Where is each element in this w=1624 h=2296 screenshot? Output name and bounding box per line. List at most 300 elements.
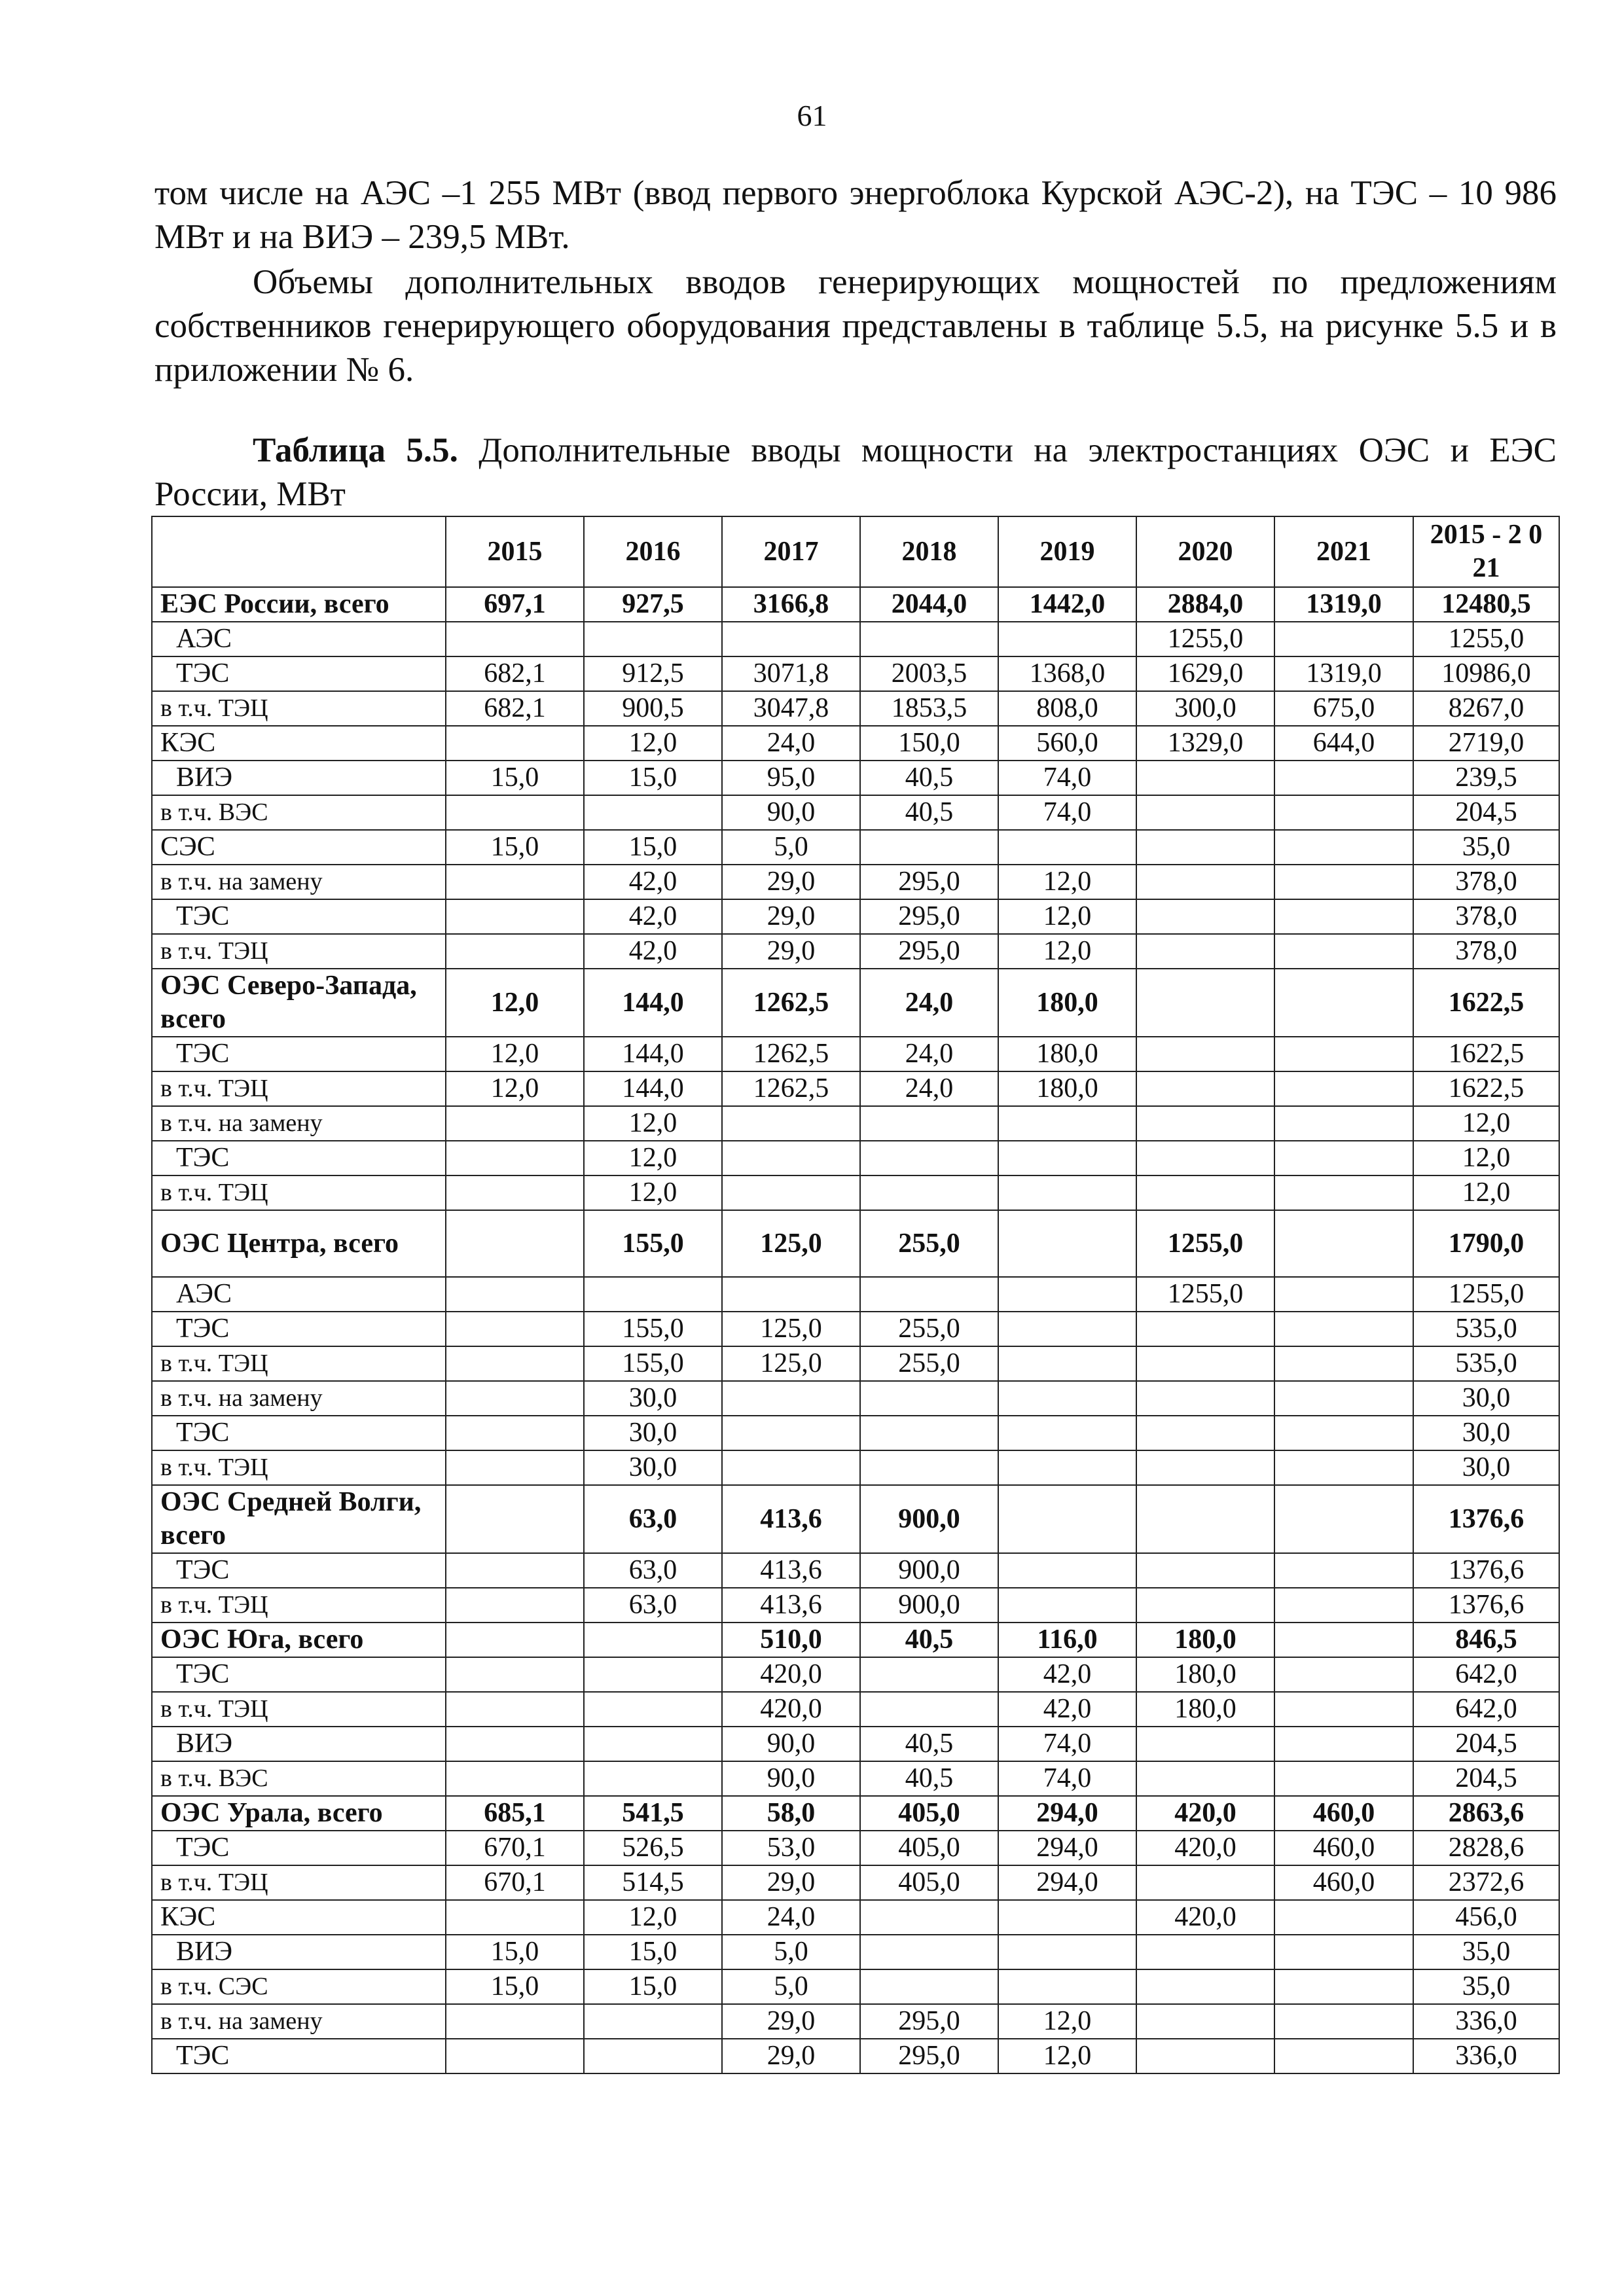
value-cell: 2044,0 <box>860 587 998 622</box>
value-cell <box>998 1175 1136 1210</box>
value-cell <box>446 1210 584 1277</box>
table-row <box>152 2004 1559 2039</box>
value-cell: 15,0 <box>584 1935 722 1969</box>
value-cell <box>998 1346 1136 1381</box>
table-row <box>152 1553 1559 1588</box>
row-label: в т.ч. ТЭЦ <box>152 1346 446 1381</box>
value-cell: 405,0 <box>860 1831 998 1865</box>
table-caption-label: Таблица 5.5. <box>253 431 458 469</box>
value-cell: 294,0 <box>998 1831 1136 1865</box>
value-cell <box>998 1450 1136 1485</box>
value-cell: 900,0 <box>860 1588 998 1623</box>
row-label: АЭС <box>152 1277 446 1312</box>
row-label: в т.ч. ТЭЦ <box>152 934 446 969</box>
value-cell: 12,0 <box>446 969 584 1037</box>
value-cell <box>998 622 1136 656</box>
header-cell-year: 2021 <box>1274 516 1413 587</box>
value-cell: 180,0 <box>1136 1623 1274 1657</box>
table-row <box>152 1831 1559 1865</box>
value-cell <box>1274 622 1413 656</box>
table-row <box>152 795 1559 830</box>
value-cell: 63,0 <box>584 1485 722 1553</box>
value-cell: 675,0 <box>1274 691 1413 726</box>
value-cell: 670,1 <box>446 1831 584 1865</box>
value-cell: 15,0 <box>584 761 722 795</box>
row-label: ТЭС <box>152 1416 446 1450</box>
value-cell <box>722 1141 860 1175</box>
row-label: ОЭС Центра, всего <box>152 1210 446 1277</box>
row-label: ТЭС <box>152 1037 446 1071</box>
value-cell: 3047,8 <box>722 691 860 726</box>
value-cell <box>860 1450 998 1485</box>
value-cell: 35,0 <box>1413 830 1559 865</box>
value-cell <box>584 2039 722 2073</box>
value-cell <box>1274 795 1413 830</box>
value-cell: 15,0 <box>446 830 584 865</box>
value-cell: 144,0 <box>584 1037 722 1071</box>
table-row <box>152 1106 1559 1141</box>
value-cell <box>446 865 584 899</box>
value-cell: 24,0 <box>722 1900 860 1935</box>
value-cell: 420,0 <box>1136 1831 1274 1865</box>
table-row <box>152 761 1559 795</box>
table-row <box>152 587 1559 622</box>
value-cell <box>446 1900 584 1935</box>
value-cell: 682,1 <box>446 691 584 726</box>
value-cell <box>1274 761 1413 795</box>
value-cell: 12,0 <box>998 899 1136 934</box>
table-row <box>152 969 1559 1037</box>
value-cell <box>1136 1106 1274 1141</box>
value-cell: 300,0 <box>1136 691 1274 726</box>
value-cell <box>446 1277 584 1312</box>
value-cell <box>722 1381 860 1416</box>
value-cell: 697,1 <box>446 587 584 622</box>
value-cell <box>1274 2039 1413 2073</box>
value-cell: 927,5 <box>584 587 722 622</box>
value-cell: 2003,5 <box>860 656 998 691</box>
value-cell: 24,0 <box>860 1071 998 1106</box>
value-cell: 460,0 <box>1274 1796 1413 1831</box>
value-cell <box>584 1761 722 1796</box>
value-cell <box>1274 1312 1413 1346</box>
value-cell: 42,0 <box>584 865 722 899</box>
row-label: ТЭС <box>152 1141 446 1175</box>
value-cell: 15,0 <box>446 761 584 795</box>
value-cell <box>1274 1623 1413 1657</box>
table-row <box>152 934 1559 969</box>
value-cell <box>998 830 1136 865</box>
value-cell <box>1274 1071 1413 1106</box>
row-label: в т.ч. ТЭЦ <box>152 691 446 726</box>
value-cell <box>1274 1277 1413 1312</box>
table-row <box>152 1381 1559 1416</box>
value-cell: 336,0 <box>1413 2039 1559 2073</box>
value-cell: 5,0 <box>722 1969 860 2004</box>
value-cell: 1319,0 <box>1274 587 1413 622</box>
value-cell: 510,0 <box>722 1623 860 1657</box>
value-cell <box>446 1588 584 1623</box>
table-row <box>152 1312 1559 1346</box>
value-cell <box>1274 1450 1413 1485</box>
value-cell <box>446 2004 584 2039</box>
value-cell: 294,0 <box>998 1796 1136 1831</box>
value-cell <box>1136 2004 1274 2039</box>
value-cell: 413,6 <box>722 1485 860 1553</box>
value-cell <box>998 1900 1136 1935</box>
value-cell: 204,5 <box>1413 1727 1559 1761</box>
value-cell: 12,0 <box>446 1071 584 1106</box>
value-cell: 405,0 <box>860 1796 998 1831</box>
value-cell <box>1136 899 1274 934</box>
value-cell: 1442,0 <box>998 587 1136 622</box>
value-cell: 40,5 <box>860 795 998 830</box>
row-label: ОЭС Северо-Запада, всего <box>152 969 446 1037</box>
value-cell <box>1274 1900 1413 1935</box>
row-label: в т.ч. на замену <box>152 2004 446 2039</box>
value-cell <box>1136 1346 1274 1381</box>
value-cell: 460,0 <box>1274 1865 1413 1900</box>
value-cell <box>860 1141 998 1175</box>
value-cell <box>860 1900 998 1935</box>
value-cell <box>1274 1761 1413 1796</box>
table-row <box>152 1346 1559 1381</box>
row-label: в т.ч. на замену <box>152 865 446 899</box>
value-cell: 1622,5 <box>1413 1037 1559 1071</box>
value-cell: 1255,0 <box>1136 1277 1274 1312</box>
value-cell <box>1136 795 1274 830</box>
table-row <box>152 1657 1559 1692</box>
value-cell: 2719,0 <box>1413 726 1559 761</box>
value-cell <box>446 1346 584 1381</box>
value-cell: 40,5 <box>860 1761 998 1796</box>
value-cell: 63,0 <box>584 1588 722 1623</box>
value-cell: 12,0 <box>1413 1175 1559 1210</box>
value-cell: 1376,6 <box>1413 1588 1559 1623</box>
value-cell <box>446 1106 584 1141</box>
value-cell <box>446 1623 584 1657</box>
table-row <box>152 1485 1559 1553</box>
value-cell: 12,0 <box>584 1106 722 1141</box>
value-cell: 29,0 <box>722 1865 860 1900</box>
value-cell: 155,0 <box>584 1346 722 1381</box>
value-cell <box>722 1175 860 1210</box>
value-cell: 15,0 <box>584 1969 722 2004</box>
value-cell: 1255,0 <box>1136 1210 1274 1277</box>
value-cell <box>998 1588 1136 1623</box>
value-cell: 2372,6 <box>1413 1865 1559 1900</box>
value-cell <box>998 1277 1136 1312</box>
value-cell: 420,0 <box>1136 1796 1274 1831</box>
value-cell: 1790,0 <box>1413 1210 1559 1277</box>
value-cell <box>1274 1657 1413 1692</box>
value-cell <box>998 1553 1136 1588</box>
value-cell: 15,0 <box>446 1969 584 2004</box>
value-cell: 116,0 <box>998 1623 1136 1657</box>
row-label: ОЭС Юга, всего <box>152 1623 446 1657</box>
row-label: ВИЭ <box>152 1935 446 1969</box>
value-cell <box>584 1623 722 1657</box>
row-label: СЭС <box>152 830 446 865</box>
value-cell: 295,0 <box>860 899 998 934</box>
value-cell: 180,0 <box>998 1071 1136 1106</box>
value-cell: 1853,5 <box>860 691 998 726</box>
header-cell-year: 2018 <box>860 516 998 587</box>
value-cell <box>1136 1175 1274 1210</box>
table-row <box>152 656 1559 691</box>
row-label: в т.ч. на замену <box>152 1381 446 1416</box>
value-cell: 541,5 <box>584 1796 722 1831</box>
value-cell: 90,0 <box>722 795 860 830</box>
table-row <box>152 1865 1559 1900</box>
table-row <box>152 1175 1559 1210</box>
table-row <box>152 1071 1559 1106</box>
value-cell: 3166,8 <box>722 587 860 622</box>
value-cell: 35,0 <box>1413 1935 1559 1969</box>
value-cell <box>446 1416 584 1450</box>
table-row <box>152 1692 1559 1727</box>
header-cell-year: 2016 <box>584 516 722 587</box>
value-cell: 535,0 <box>1413 1312 1559 1346</box>
row-label: КЭС <box>152 726 446 761</box>
value-cell: 12,0 <box>584 726 722 761</box>
table-row <box>152 1761 1559 1796</box>
value-cell: 74,0 <box>998 761 1136 795</box>
value-cell <box>1136 1141 1274 1175</box>
value-cell <box>1136 1761 1274 1796</box>
table-row <box>152 2039 1559 2073</box>
value-cell: 15,0 <box>584 830 722 865</box>
value-cell: 29,0 <box>722 934 860 969</box>
table-row <box>152 1796 1559 1831</box>
value-cell <box>1136 1727 1274 1761</box>
value-cell: 5,0 <box>722 1935 860 1969</box>
value-cell <box>1274 1141 1413 1175</box>
value-cell <box>1136 1312 1274 1346</box>
row-label: ТЭС <box>152 1657 446 1692</box>
value-cell <box>1274 1381 1413 1416</box>
value-cell <box>1274 899 1413 934</box>
value-cell: 12,0 <box>446 1037 584 1071</box>
value-cell <box>998 1106 1136 1141</box>
value-cell: 35,0 <box>1413 1969 1559 2004</box>
value-cell <box>584 1727 722 1761</box>
value-cell <box>446 1381 584 1416</box>
value-cell: 29,0 <box>722 899 860 934</box>
value-cell: 8267,0 <box>1413 691 1559 726</box>
value-cell: 682,1 <box>446 656 584 691</box>
value-cell: 1262,5 <box>722 969 860 1037</box>
value-cell: 180,0 <box>998 1037 1136 1071</box>
value-cell: 155,0 <box>584 1312 722 1346</box>
value-cell: 24,0 <box>860 1037 998 1071</box>
value-cell: 12,0 <box>998 934 1136 969</box>
value-cell <box>722 1277 860 1312</box>
value-cell: 74,0 <box>998 795 1136 830</box>
value-cell: 255,0 <box>860 1312 998 1346</box>
value-cell: 413,6 <box>722 1553 860 1588</box>
value-cell <box>446 1553 584 1588</box>
value-cell: 900,5 <box>584 691 722 726</box>
table-row <box>152 1141 1559 1175</box>
value-cell: 1622,5 <box>1413 1071 1559 1106</box>
row-label: в т.ч. СЭС <box>152 1969 446 2004</box>
value-cell: 40,5 <box>860 761 998 795</box>
value-cell <box>998 1210 1136 1277</box>
value-cell: 685,1 <box>446 1796 584 1831</box>
value-cell: 74,0 <box>998 1727 1136 1761</box>
value-cell: 12,0 <box>584 1141 722 1175</box>
table-body <box>152 587 1559 2073</box>
value-cell <box>1136 1071 1274 1106</box>
table-header-row <box>152 516 1559 587</box>
table-row <box>152 622 1559 656</box>
table-row <box>152 830 1559 865</box>
row-label: в т.ч. на замену <box>152 1106 446 1141</box>
value-cell: 12,0 <box>1413 1106 1559 1141</box>
value-cell: 1255,0 <box>1413 622 1559 656</box>
row-label: ОЭС Урала, всего <box>152 1796 446 1831</box>
table-row <box>152 1416 1559 1450</box>
value-cell: 144,0 <box>584 1071 722 1106</box>
value-cell: 95,0 <box>722 761 860 795</box>
value-cell: 239,5 <box>1413 761 1559 795</box>
value-cell <box>998 1969 1136 2004</box>
value-cell <box>1274 1727 1413 1761</box>
value-cell <box>860 1969 998 2004</box>
table-row <box>152 1277 1559 1312</box>
value-cell <box>998 1935 1136 1969</box>
value-cell <box>1136 830 1274 865</box>
value-cell: 1329,0 <box>1136 726 1274 761</box>
value-cell: 12,0 <box>998 2004 1136 2039</box>
value-cell: 90,0 <box>722 1761 860 1796</box>
value-cell: 420,0 <box>1136 1900 1274 1935</box>
table-row <box>152 1900 1559 1935</box>
value-cell: 12,0 <box>998 865 1136 899</box>
value-cell <box>1136 1450 1274 1485</box>
value-cell: 30,0 <box>1413 1450 1559 1485</box>
row-label: в т.ч. ТЭЦ <box>152 1450 446 1485</box>
value-cell <box>860 622 998 656</box>
table-row <box>152 1450 1559 1485</box>
value-cell: 150,0 <box>860 726 998 761</box>
header-cell-year: 2020 <box>1136 516 1274 587</box>
value-cell <box>1274 1485 1413 1553</box>
value-cell <box>860 1106 998 1141</box>
row-label: ТЭС <box>152 1831 446 1865</box>
value-cell <box>1136 969 1274 1037</box>
value-cell <box>722 1450 860 1485</box>
value-cell: 378,0 <box>1413 934 1559 969</box>
table-row <box>152 691 1559 726</box>
header-cell-year: 2017 <box>722 516 860 587</box>
value-cell <box>446 2039 584 2073</box>
value-cell <box>860 1692 998 1727</box>
value-cell <box>1274 1346 1413 1381</box>
value-cell: 378,0 <box>1413 865 1559 899</box>
value-cell <box>1136 865 1274 899</box>
value-cell <box>584 2004 722 2039</box>
value-cell: 12480,5 <box>1413 587 1559 622</box>
value-cell: 514,5 <box>584 1865 722 1900</box>
value-cell <box>860 1416 998 1450</box>
value-cell: 10986,0 <box>1413 656 1559 691</box>
row-label: в т.ч. ТЭЦ <box>152 1175 446 1210</box>
value-cell: 808,0 <box>998 691 1136 726</box>
value-cell <box>998 1381 1136 1416</box>
row-label: ВИЭ <box>152 761 446 795</box>
row-label: ВИЭ <box>152 1727 446 1761</box>
value-cell: 40,5 <box>860 1727 998 1761</box>
table-row <box>152 899 1559 934</box>
row-label: в т.ч. ТЭЦ <box>152 1071 446 1106</box>
capacity-table <box>151 516 1560 2074</box>
row-label: ТЭС <box>152 1553 446 1588</box>
row-label: АЭС <box>152 622 446 656</box>
row-label: ТЭС <box>152 2039 446 2073</box>
table-row <box>152 1969 1559 2004</box>
value-cell <box>584 1657 722 1692</box>
value-cell: 5,0 <box>722 830 860 865</box>
value-cell: 24,0 <box>860 969 998 1037</box>
value-cell: 642,0 <box>1413 1657 1559 1692</box>
value-cell <box>1136 1588 1274 1623</box>
value-cell: 456,0 <box>1413 1900 1559 1935</box>
paragraph-2: Объемы дополнительных вводов генерирующих мощностей по предложениям собственников генерирующего оборудования представлены в таблице 5.5, на рисунке 5.5 и в приложении № 6. <box>154 263 1557 389</box>
value-cell: 1376,6 <box>1413 1553 1559 1588</box>
value-cell <box>584 1692 722 1727</box>
value-cell: 295,0 <box>860 2039 998 2073</box>
value-cell <box>1136 934 1274 969</box>
value-cell <box>584 795 722 830</box>
value-cell <box>722 1416 860 1450</box>
value-cell <box>1136 1553 1274 1588</box>
value-cell <box>1274 1210 1413 1277</box>
table-row <box>152 1210 1559 1277</box>
value-cell <box>1136 1416 1274 1450</box>
value-cell: 53,0 <box>722 1831 860 1865</box>
table-row <box>152 1727 1559 1761</box>
value-cell: 63,0 <box>584 1553 722 1588</box>
value-cell: 29,0 <box>722 865 860 899</box>
value-cell <box>584 622 722 656</box>
value-cell <box>1274 1037 1413 1071</box>
value-cell: 294,0 <box>998 1865 1136 1900</box>
value-cell <box>722 1106 860 1141</box>
table-row <box>152 1623 1559 1657</box>
table-row <box>152 726 1559 761</box>
value-cell <box>446 899 584 934</box>
value-cell: 1622,5 <box>1413 969 1559 1037</box>
value-cell <box>860 1935 998 1969</box>
value-cell: 125,0 <box>722 1210 860 1277</box>
value-cell: 12,0 <box>584 1900 722 1935</box>
value-cell: 1262,5 <box>722 1037 860 1071</box>
value-cell: 255,0 <box>860 1346 998 1381</box>
value-cell <box>446 1485 584 1553</box>
value-cell: 1319,0 <box>1274 656 1413 691</box>
value-cell <box>1274 2004 1413 2039</box>
value-cell: 58,0 <box>722 1796 860 1831</box>
value-cell: 2828,6 <box>1413 1831 1559 1865</box>
value-cell: 30,0 <box>1413 1381 1559 1416</box>
header-cell-empty <box>152 516 446 587</box>
value-cell: 204,5 <box>1413 795 1559 830</box>
value-cell <box>1136 1969 1274 2004</box>
value-cell: 24,0 <box>722 726 860 761</box>
value-cell: 2884,0 <box>1136 587 1274 622</box>
